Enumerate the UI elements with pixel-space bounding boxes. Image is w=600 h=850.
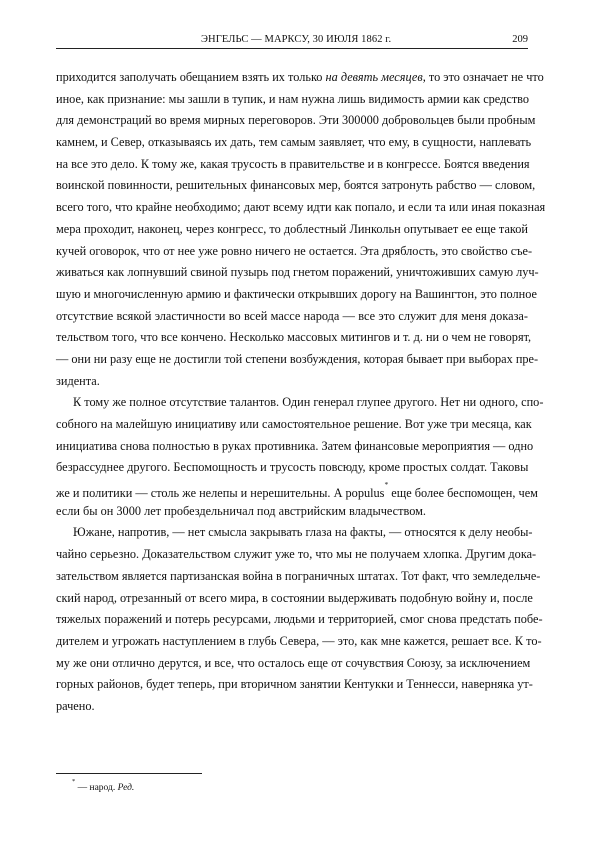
running-title: ЭНГЕЛЬС — МАРКСУ, 30 ИЮЛЯ 1862 г.	[201, 34, 392, 45]
text-line: камнем, и Север, отказываясь их дать, тем самым заявляет, что ему, в сущности, наплевать	[56, 135, 532, 150]
footnote-divider	[56, 773, 202, 774]
text-line: живаться как лопнувший свиной пузырь под гнетом поражений, уничтоживших самую луч-	[56, 265, 539, 280]
text-line: — они ни разу еще не достигли той степени возбуждения, которая бывает при выборах пре-	[56, 351, 539, 366]
text-line: инициатива снова полностью в руках противника. Затем финансовые мероприятия — одно	[56, 438, 534, 453]
footnote-text: — народ.	[75, 783, 118, 794]
text-segment: то это означает не что	[425, 70, 544, 84]
text-segment: же и политики — столь же нелепы и нерешительны. А populus	[56, 486, 385, 501]
text-line: тяжелых поражений и потерь ресурсами, людьми и территорией, смог снова предстать побе-	[56, 612, 543, 627]
text-line: собного на малейшую инициативу или самостоятельное решение. Вот уже три месяца, как	[56, 417, 532, 431]
running-header	[56, 34, 528, 49]
text-line: чайно серьезно. Доказательством служит уже то, что мы не получаем хлопка. Другим дока-	[56, 547, 537, 562]
text-line: ский народ, отрезанный от всего мира, в состоянии выдерживать подобную войну и, после	[56, 590, 533, 605]
footnote-mark: *	[72, 778, 76, 785]
text-line: отсутствие всякой эластичности во всей массе народа — все это служит для меня доказа-	[56, 308, 528, 323]
text-line: на все это дело. К тому же, какая трусость в правительстве и в конгрессе. Боятся введения	[56, 156, 530, 171]
text-segment: еще более беспомощен, чем	[388, 486, 538, 501]
italic-emphasis: на девять месяцев,	[325, 70, 426, 84]
text-segment: приходится заполучать обещанием взять их только	[56, 70, 326, 84]
text-line: му же они отлично дерутся, и все, что осталось еще от сочувствия Союзу, за исключением	[56, 655, 531, 670]
text-line	[56, 479, 538, 501]
text-line: рачено.	[56, 698, 95, 713]
paragraph-2	[56, 392, 544, 522]
paragraph-1	[56, 67, 546, 392]
footnote	[72, 779, 134, 794]
text-line: воинской повинности, решительных финансовых мер, боятся затронуть рабство — словом,	[56, 178, 536, 193]
text-line: зательством является партизанская война в пограничных штатах. Тот факт, что земледельче-	[56, 568, 541, 583]
text-line: шую и многочисленную армию и фактически открывших дорогу на Вашингтон, это полное	[56, 286, 538, 301]
text-line: иное, как признание: мы зашли в тупик, и нам нужна лишь видимость армии как средство	[56, 91, 530, 106]
text-line: кучей оговорок, что от нее уже ровно ничего не остается. Эта дряблость, это свойство съе-	[56, 243, 533, 258]
text-line: для демонстраций во время мирных переговоров. Эти 300000 добровольцев были пробным	[56, 113, 536, 128]
main-text	[56, 67, 546, 718]
text-line: тельством того, что все кончено. Несколько массовых митингов и т. д. ни о чем не говорят,	[56, 330, 532, 345]
text-line	[56, 67, 544, 89]
text-line: горных районов, будет теперь, при вторичном занятии Кентукки и Теннесси, наверняка ут-	[56, 677, 533, 692]
text-line: зидента.	[56, 373, 100, 388]
text-line: К тому же полное отсутствие талантов. Один генерал глупее другого. Нет ни одного, спо-	[73, 395, 544, 410]
text-line: дителем и угрожать наступлением в глубь Севера, — это, как мне кажется, решает все. К то-	[56, 633, 542, 648]
page-number: 209	[512, 34, 528, 45]
paragraph-3	[56, 522, 543, 717]
text-line: мера проходит, наконец, через конгресс, то доблестный Линкольн опутывает ее еще такой	[56, 221, 528, 236]
text-line: Южане, напротив, — нет смысла закрывать глаза на факты, — относятся к делу необы-	[73, 525, 533, 540]
footnote-editor-note: Ред.	[117, 783, 135, 794]
text-line: всего того, что крайне необходимо; дают всему идти как попало, и если та или иная показная	[56, 200, 546, 215]
text-line: если бы он 3000 лет пробездельничал под австрийским владычеством.	[56, 503, 427, 518]
footnote-reference[interactable]: *	[384, 480, 389, 490]
text-line: безрассуднее другого. Беспомощность и трусость повсюду, кроме простых солдат. Таковы	[56, 460, 529, 475]
